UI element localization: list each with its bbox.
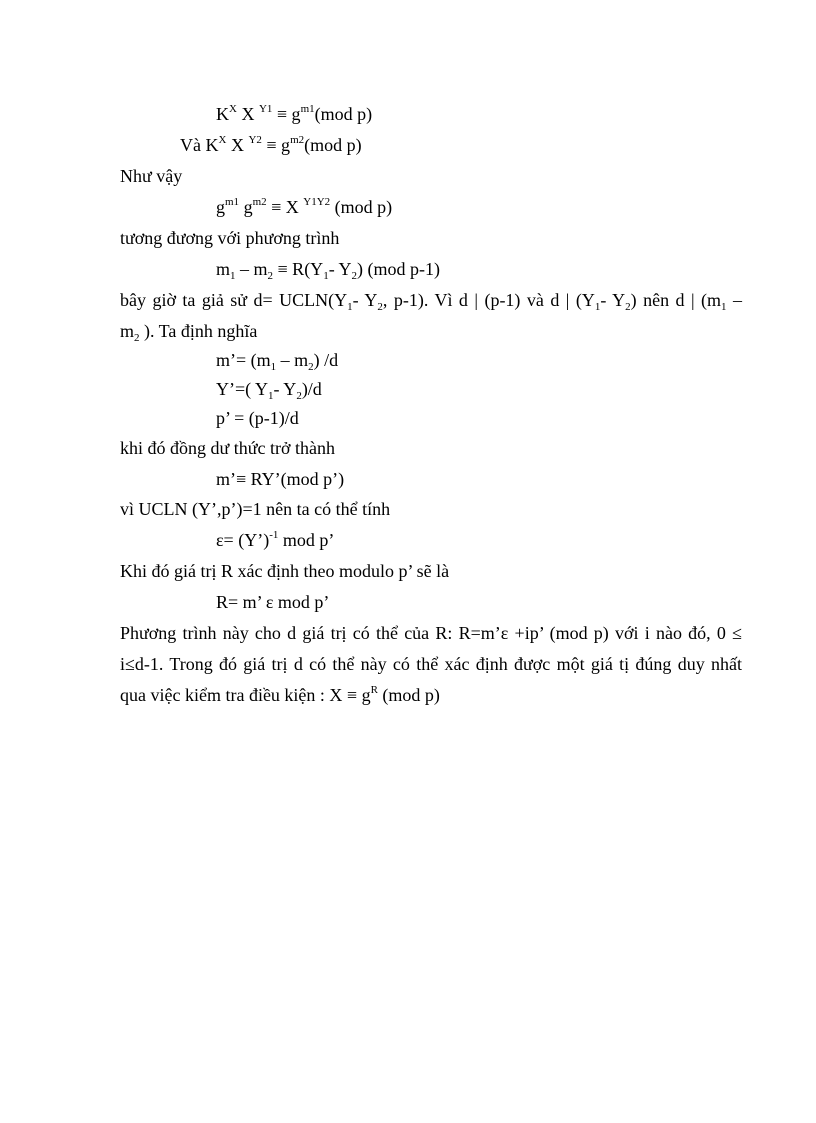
equation-line-13: m’≡ RY’(mod p’) bbox=[216, 469, 345, 489]
paragraph-line-20: qua việc kiểm tra điều kiện : $X \equiv g^R$ (mod p) bbox=[120, 684, 440, 705]
equation-line-6: $m_1 - m_2 \equiv R(Y_1-$ $Y_2$) (mod p-1) bbox=[216, 259, 440, 282]
equation-line-17: R= m’ ε mod p’ bbox=[216, 592, 330, 612]
equation-line-10: Y’=( $Y_1-$ $Y_2)/d$ bbox=[216, 379, 322, 402]
text-line-3: Như vậy bbox=[120, 166, 183, 186]
equation-line-4: $g^{m1}$ $g^{m2} \equiv X$ $^{Y1Y2}$ (mod p) bbox=[216, 196, 393, 217]
equation-line-2: Và $K^X$ X $^{Y2} \equiv g^{m2}(mod$ p) bbox=[180, 134, 362, 155]
equation-line-11: p’ = (p-1)/d bbox=[216, 408, 299, 428]
equation-line-15: ε= (Y’)$^{-1}$ mod p’ bbox=[216, 529, 335, 550]
text-line-16: Khi đó giá trị R xác định theo modulo p’ sẽ là bbox=[120, 561, 450, 581]
text-line-14: vì UCLN (Y’,p’)=1 nên ta có thể tính bbox=[120, 499, 391, 519]
equation-line-9: m’= $(m_1 - m_2)$ /d bbox=[216, 350, 339, 373]
text-line-12: khi đó đồng dư thức trở thành bbox=[120, 438, 336, 458]
equation-line-1: $K^X$ X $^{Y1} \equiv g^{m1}(mod$ p) bbox=[216, 103, 373, 124]
text-line-5: tương đương với phương trình bbox=[120, 228, 340, 248]
paragraph-line-18: Phương trình này cho d giá trị có thể của R: R=m’ε +ip’ (mod p) với i nào đó, 0 ≤ bbox=[120, 623, 742, 643]
paragraph-line-8: $m_2$ ). Ta định nghĩa bbox=[120, 321, 258, 344]
paragraph-line-7: bây giờ ta giả sử $d= UCLN(Y_1-$ $Y_2$, p-1). Vì d | (p-1) và d | ($Y_1-$ $Y_2$) nên d | ($m_1$ – bbox=[120, 290, 742, 313]
paragraph-line-19: i≤d-1. Trong đó giá trị d có thể này có thể xác định được một giá tị đúng duy nhất bbox=[120, 654, 742, 674]
